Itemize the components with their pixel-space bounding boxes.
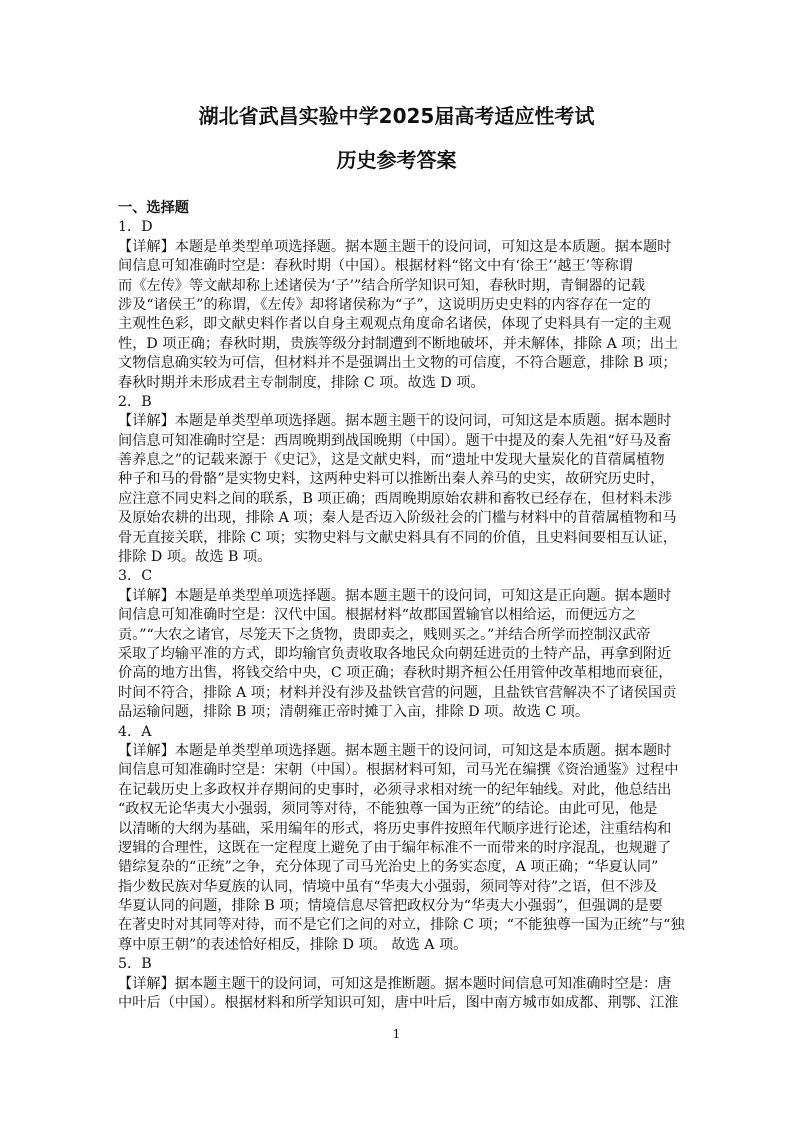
explanation-line: 错综复杂的“正统”之争，充分体现了司马光治史上的务实态度，A 项正确；“华夏认同” (118, 859, 659, 876)
document-subtitle: 历史参考答案 (336, 148, 457, 172)
explanation-line: 涉及“诸侯王”的称谓，《左传》却将诸侯称为“子”，这说明历史史料的内容存在一定的 (118, 296, 651, 313)
explanation-line: 【详解】本题是单类型单项选择题。据本题主题干的设问词，可知这是本质题。据本题时 (118, 742, 672, 759)
explanation-line: 主观性色彩，即文献史料作者以自身主观观点角度命名诸侯，体现了史料具有一定的主观 (118, 316, 672, 333)
explanation-line: 时间不符合，排除 A 项；材料并没有涉及盐铁官营的问题，且盐铁官营解决不了诸侯国贡 (118, 684, 677, 701)
explanation-line: 间信息可知准确时空是：西周晚期到战国晚期（中国）。题干中提及的秦人先祖“好马及畜 (118, 432, 672, 449)
explanation-line: 价高的地方出售，将钱交给中央，C 项正确；春秋时期齐桓公任用管仲改革相地而衰征， (118, 665, 673, 682)
explanation-line: 间信息可知准确时空是：汉代中国。根据材料“故郡国置输官以相给运，而便远方之 (118, 607, 637, 624)
explanation-line: 采取了均输平准的方式，即均输官负责收取各地民众向朝廷进贡的土特产品，再拿到附近 (118, 645, 672, 662)
explanation-line: “政权无论华夷大小强弱，须同等对待，不能独尊一国为正统”的结论。由此可见，他是 (118, 801, 658, 818)
explanation-line: 贡。”“大农之诸官，尽笼天下之货物，贵即卖之，贱则买之。”并结合所学而控制汉武帝 (118, 626, 651, 643)
explanation-line: 【详解】据本题主题干的设问词，可知这是推断题。据本题时间信息可知准确时空是：唐 (118, 975, 672, 992)
explanation-line: 间信息可知准确时空是：春秋时期（中国）。根据材料“铭文中有‘徐王’‘越王’等称谓 (118, 258, 633, 275)
question-answer: 2．B (118, 393, 152, 410)
explanation-line: 【详解】本题是单类型单项选择题。据本题主题干的设问词，可知这是正向题。据本题时 (118, 587, 672, 604)
explanation-line: 【详解】本题是单类型单项选择题。据本题主题干的设问词，可知这是本质题。据本题时 (118, 238, 672, 255)
explanation-line: 指少数民族对华夏族的认同，情境中虽有“华夷大小强弱，须同等对待”之语，但不涉及 (118, 878, 658, 895)
explanation-line: 华夏认同的问题，排除 B 项；情境信息尽管把政权分为“华夷大小强弱”，但强调的是要 (118, 898, 663, 915)
explanation-line: 及原始农耕的出现，排除 A 项；秦人是否迈入阶级社会的门槛与材料中的苜蓿属植物和马 (118, 510, 677, 527)
explanation-line: 间信息可知准确时空是：宋朝（中国）。根据材料可知，司马光在编撰《资治通鉴》过程中 (118, 762, 679, 779)
document-title: 湖北省武昌实验中学2025届高考适应性考试 (198, 104, 595, 128)
explanation-line: 以清晰的大纲为基础，采用编年的形式，将历史事件按照年代顺序进行论述，注重结构和 (118, 820, 672, 837)
explanation-line: 【详解】本题是单类型单项选择题。据本题主题干的设问词，可知这是本质题。据本题时 (118, 413, 672, 430)
explanation-line: 在著史时对其同等对待，而不是它们之间的对立，排除 C 项；“不能独尊一国为正统”与“独 (118, 917, 685, 934)
explanation-line: 应注意不同史料之间的联系，B 项正确；西周晚期原始农耕和畜牧已经存在，但材料未涉 (118, 490, 673, 507)
explanation-line: 骨无直接关联，排除 C 项；实物史料与文献史料具有不同的价值，且史料间要相互认证， (118, 529, 678, 546)
question-answer: 4．A (118, 723, 152, 740)
page-number: 1 (392, 1027, 401, 1041)
explanation-line: 排除 D 项。故选 B 项。 (118, 549, 272, 566)
question-answer: 5．B (118, 956, 152, 973)
answer-content (118, 199, 688, 1013)
explanation-line: 文物信息确实较为可信，但材料并不是强调出土文物的可信度，不符合题意，排除 B 项； (118, 355, 677, 372)
explanation-line: 而《左传》等文献却称上述诸侯为‘子’”结合所学知识可知，春秋时期，青铜器的记载 (118, 277, 646, 294)
explanation-line: 尊中原王朝”的表述恰好相反，排除 D 项。 故选 A 项。 (118, 936, 468, 953)
explanation-line: 逻辑的合理性，这既在一定程度上避免了由于编年标准不一而带来的时序混乱，也规避了 (118, 839, 672, 856)
explanation-line: 春秋时期并未形成君主专制制度，排除 C 项。故选 D 项。 (118, 374, 485, 391)
question-answer: 3．C (118, 568, 153, 585)
explanation-line: 性，D 项正确；春秋时期，贵族等级分封制遭到不断地破坏，并未解体，排除 A 项；出土 (118, 335, 679, 352)
explanation-line: 品运输问题，排除 B 项；清朝雍正帝时摊丁入亩，排除 D 项。故选 C 项。 (118, 704, 590, 721)
explanation-line: 中叶后（中国）。根据材料和所学知识可知，唐中叶后，图中南方城市如成都、荆鄂、江淮 (118, 995, 679, 1012)
question-answer: 1．D (118, 219, 153, 236)
section-heading: 一、选择题 (118, 200, 189, 216)
explanation-line: 善养息之”的记载来源于《史记》，这是文献史料，而“遗址中发现大量炭化的苜蓿属植物 (118, 452, 665, 469)
explanation-line: 种子和马的骨骼”是实物史料，这两种史料可以推断出秦人养马的史实，故研究历史时， (118, 471, 665, 488)
explanation-line: 在记载历史上多政权并存期间的史事时，必须寻求相对统一的纪年轴线。对此，他总结出 (118, 781, 672, 798)
